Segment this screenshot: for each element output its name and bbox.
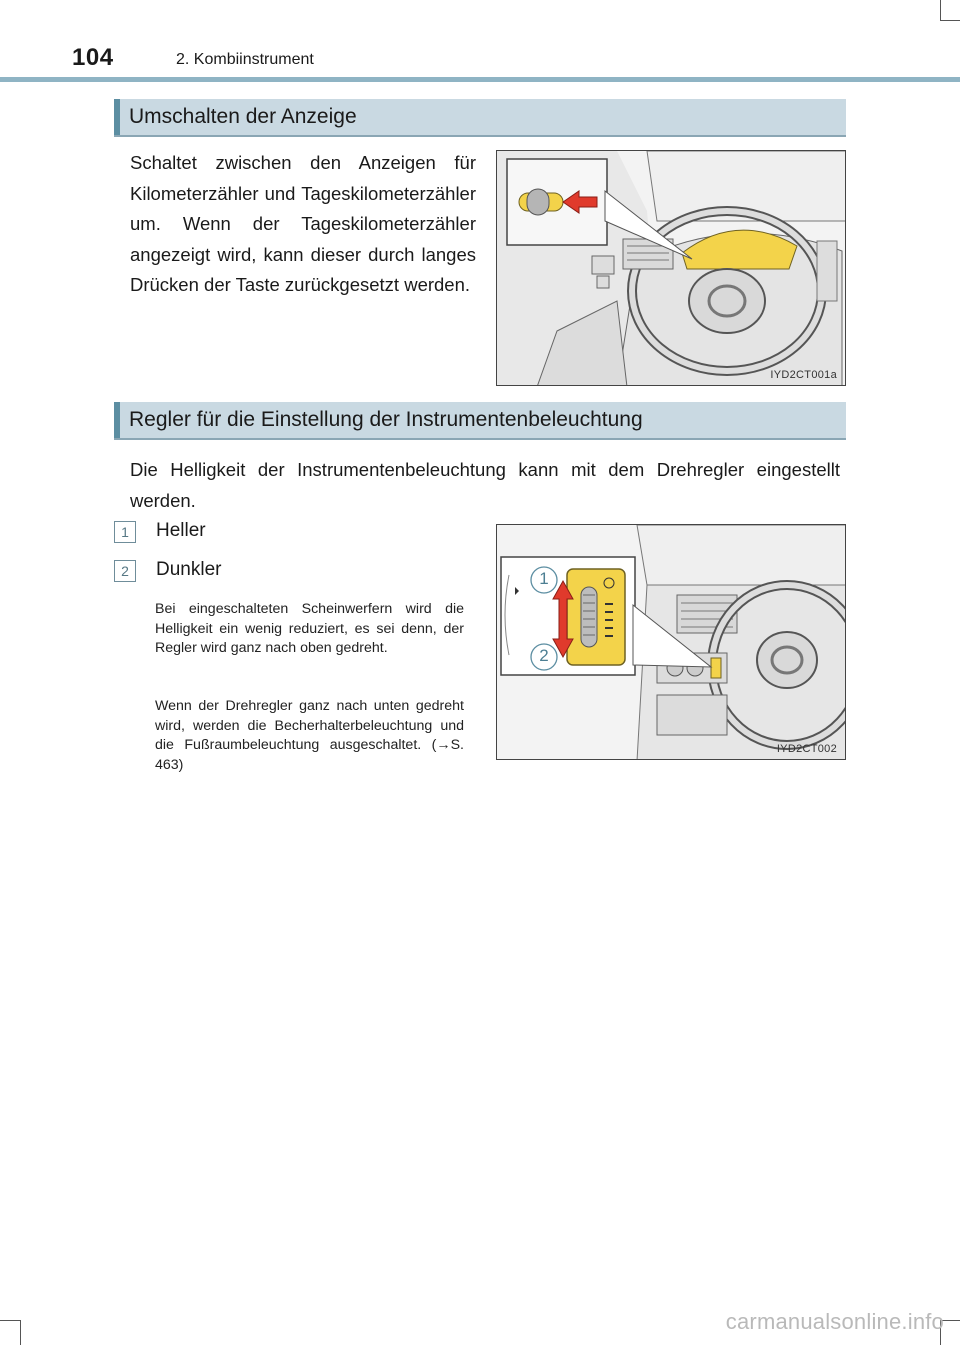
section-heading-dimmer [114,402,846,440]
callout-2: 2 [539,646,549,665]
figure-dimmer-wheel [496,524,846,760]
list-label: Heller [156,520,206,541]
number-badge: 1 [114,521,136,543]
page-number: 104 [72,44,114,71]
note-lowest-setting: Wenn der Drehregler ganz nach unten gedreht wird, werden die Becherhalterbeleuchtung und die Fußraumbeleuchtung ausgeschaltet. (→S. 463) [155,698,464,773]
crop-mark [20,1320,21,1345]
number-badge: 2 [114,560,136,582]
crop-mark [0,1320,20,1321]
crop-mark [940,0,941,20]
figure-odometer-button [496,150,846,386]
crop-mark [940,20,960,21]
section-heading-display-switch [114,99,846,137]
section-title: Umschalten der Anzeige [129,105,357,128]
section-accent [114,99,120,135]
section-intro: Die Helligkeit der Instrumentenbeleuchtung kann mit dem Drehregler eingestellt werden. [130,459,840,511]
dashboard-illustration [497,151,846,386]
note-headlights: Bei eingeschalteten Scheinwerfern wird die Helligkeit ein wenig reduziert, es sei denn, der Regler wird ganz nach oben gedreht. [155,601,464,656]
dimmer-illustration [497,525,846,760]
section-accent [114,402,120,438]
figure-code: IYD2CT002 [776,743,837,755]
section-body: Schaltet zwischen den Anzeigen für Kilometerzähler und Tageskilometerzähler um. Wenn der Tageskilometerzähler angezeigt wird, kann dieser durch langes Drücken der Taste zurückgesetzt werden. [130,152,476,295]
chapter-title: 2. Kombiinstrument [176,51,314,68]
section-title: Regler für die Einstellung der Instrumentenbeleuchtung [129,408,643,431]
figure-code: IYD2CT001a [770,369,837,381]
callout-1: 1 [539,569,549,588]
header-rule [0,77,960,82]
watermark: carmanualsonline.info [725,1309,944,1334]
list-label: Dunkler [156,559,222,580]
